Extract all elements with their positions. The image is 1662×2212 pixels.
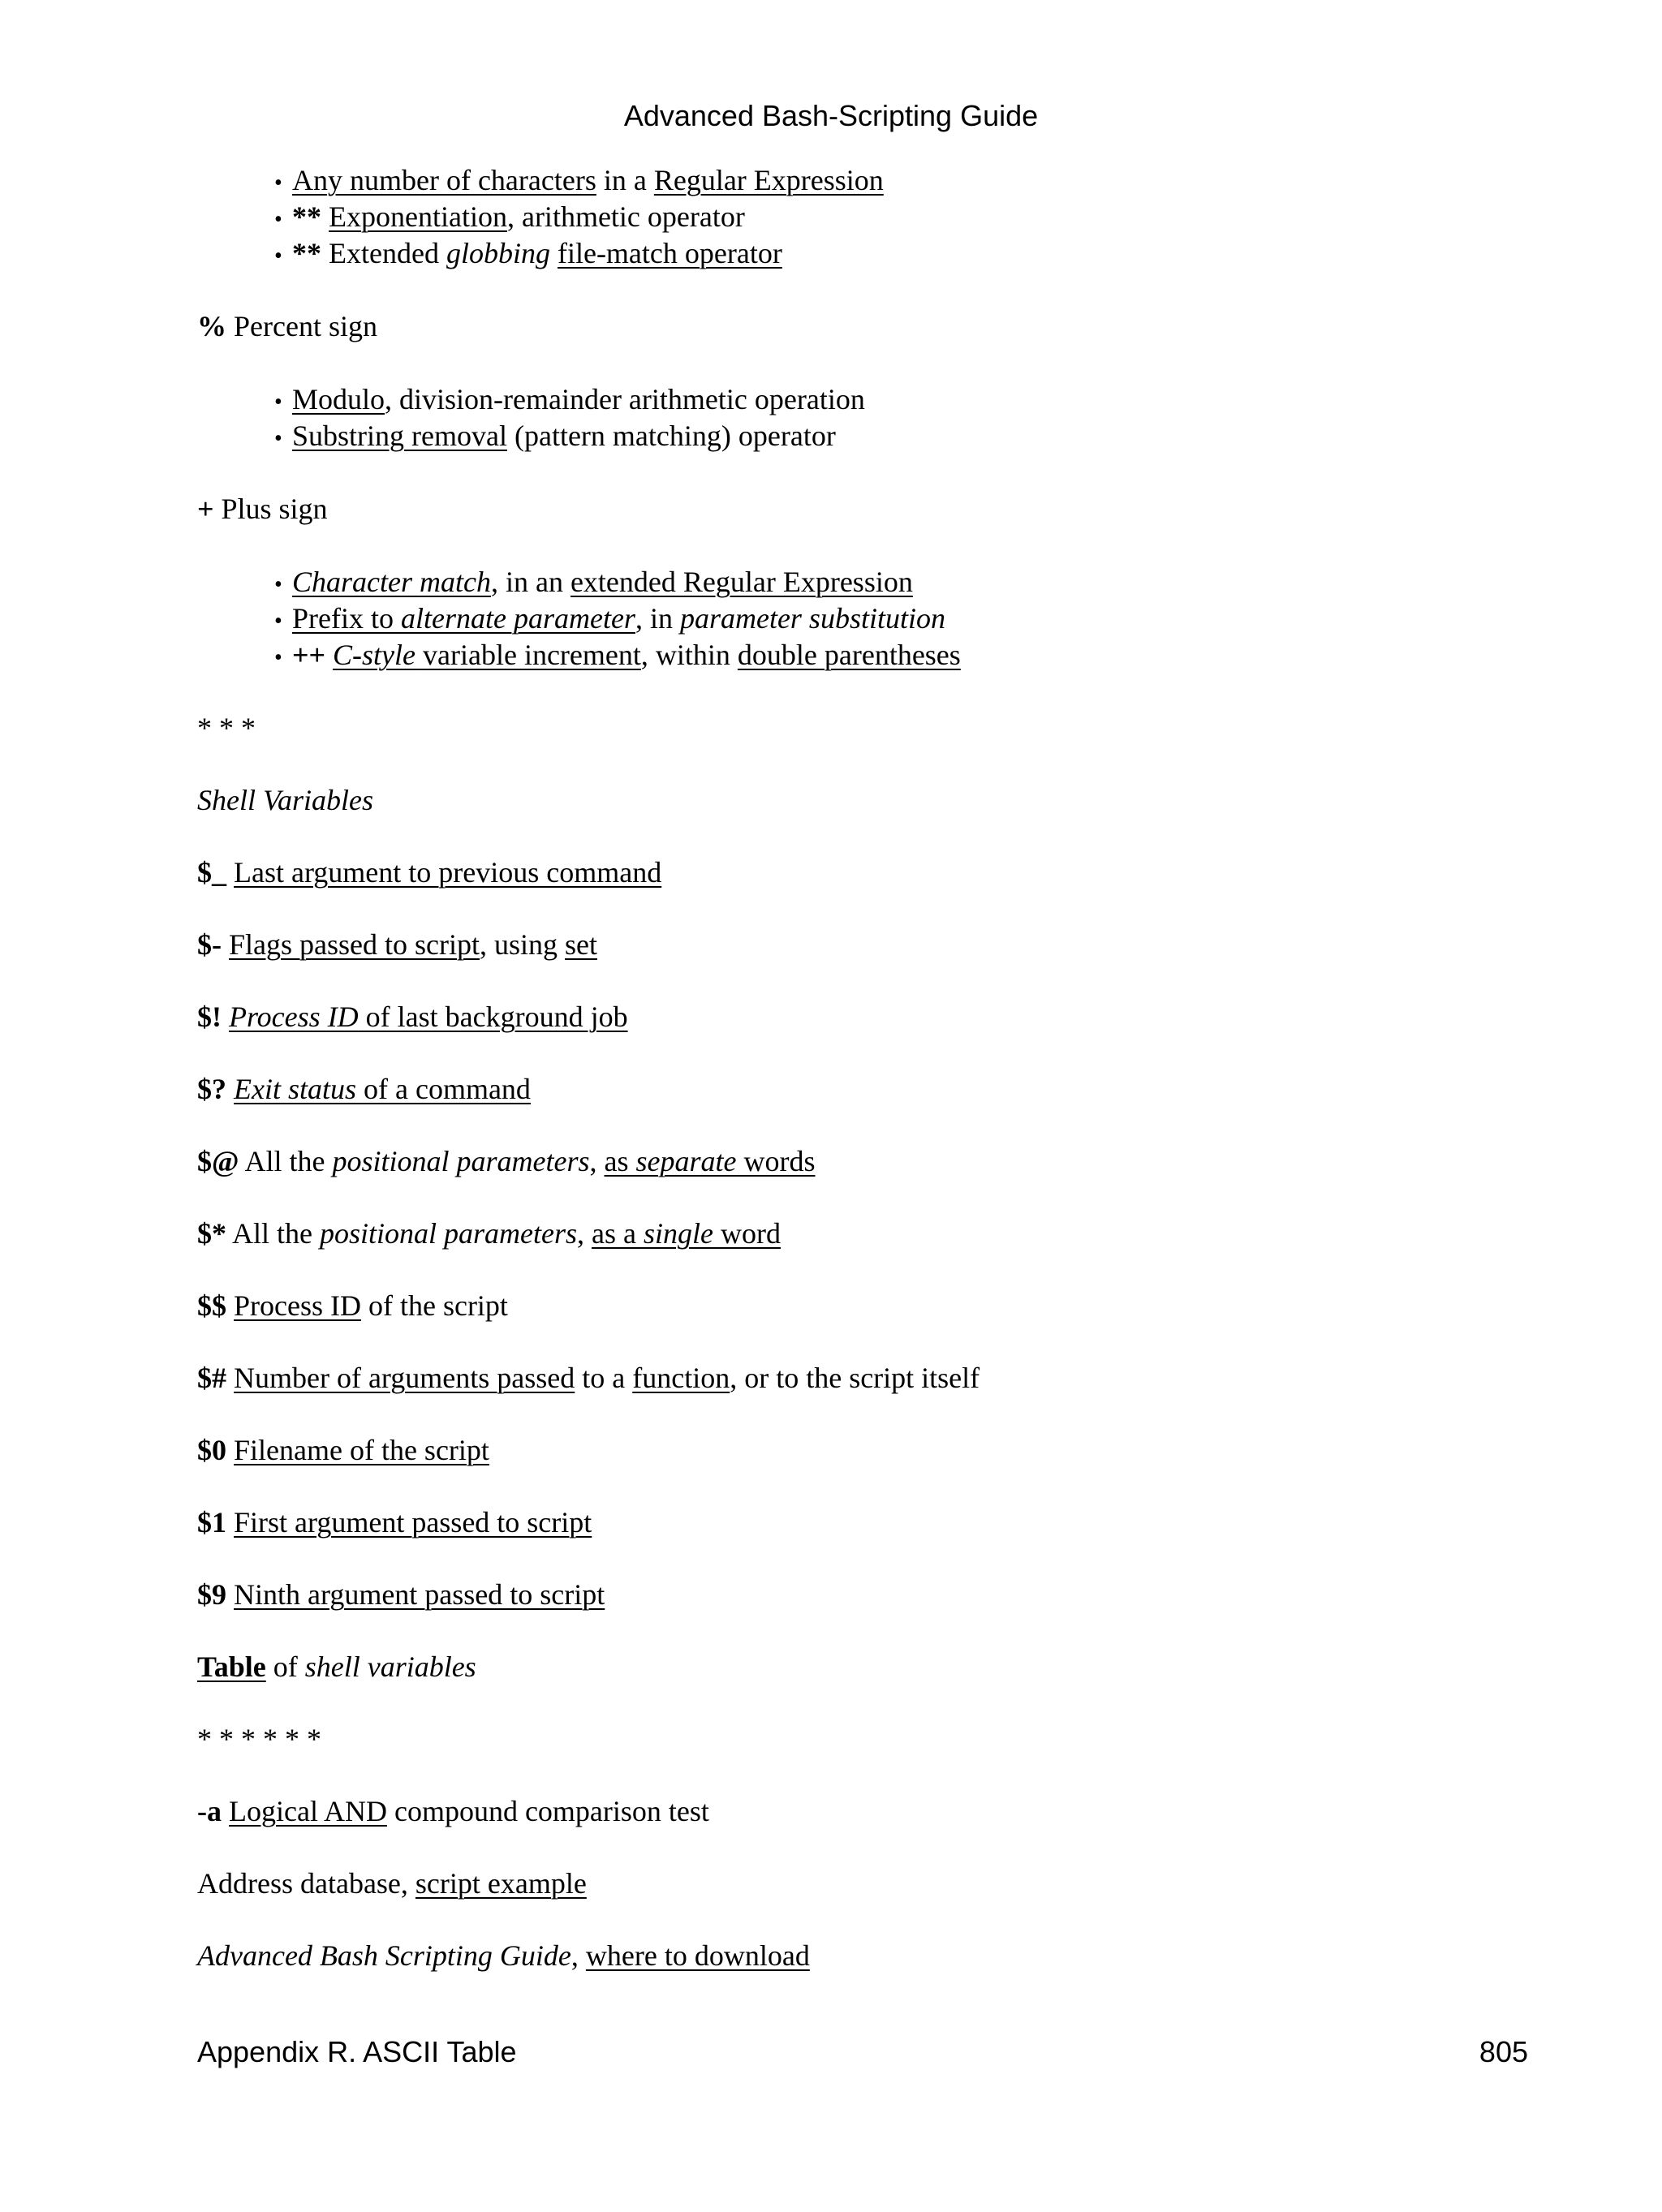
var-symbol: $-	[197, 928, 222, 961]
text: ,	[577, 1217, 592, 1250]
page-footer	[197, 2035, 1528, 2069]
link-text: alternate parameter	[400, 602, 635, 635]
operator-symbol: **	[292, 200, 321, 233]
link-as-a-single-word[interactable]	[592, 1217, 781, 1250]
list-item	[274, 381, 1577, 418]
var-entry	[197, 1360, 1577, 1396]
link-text: separate	[635, 1145, 737, 1177]
link-text: as a	[592, 1217, 644, 1250]
list-item	[274, 564, 1577, 600]
text: , within	[640, 639, 738, 671]
link-text: Character match	[292, 566, 491, 598]
var-symbol: $$	[197, 1289, 226, 1322]
emphasis-text: parameter substitution	[679, 602, 945, 635]
section-heading	[197, 782, 1577, 819]
text: All the	[226, 1217, 320, 1250]
link-variable-increment[interactable]	[333, 639, 641, 671]
link-filename-of-script[interactable]: Filename of the script	[234, 1434, 489, 1466]
var-symbol: $9	[197, 1578, 226, 1611]
bullet-icon: •	[274, 207, 282, 232]
list-item	[274, 600, 1577, 637]
link-text: word	[713, 1217, 781, 1250]
var-symbol: $@	[197, 1145, 239, 1177]
separator: * * * * * *	[197, 1723, 321, 1755]
link-last-argument[interactable]: Last argument to previous command	[234, 856, 662, 889]
entry-label: Percent sign	[226, 310, 377, 342]
link-exit-status[interactable]	[234, 1073, 531, 1105]
emphasis-text: globbing	[446, 237, 550, 269]
link-function[interactable]: function	[632, 1362, 730, 1394]
list-item	[274, 418, 1577, 454]
percent-bullet-list	[197, 381, 1577, 454]
link-exponentiation[interactable]: Exponentiation	[329, 200, 507, 233]
link-text: of a command	[356, 1073, 531, 1105]
link-file-match-operator[interactable]: file-match operator	[557, 237, 782, 269]
footer-chapter: Appendix R. ASCII Table	[197, 2035, 517, 2068]
list-item	[274, 199, 1577, 235]
link-any-number-of-characters[interactable]: Any number of characters	[292, 164, 596, 196]
bullet-icon: •	[274, 609, 282, 634]
page-header: Advanced Bash-Scripting Guide	[623, 99, 1039, 132]
text: in a	[596, 164, 654, 196]
var-symbol: $0	[197, 1434, 226, 1466]
text: , using	[479, 928, 565, 961]
list-item	[274, 637, 1577, 673]
var-entry	[197, 927, 1577, 963]
text: ,	[571, 1939, 586, 1972]
link-character-match[interactable]	[292, 566, 491, 598]
text: of	[265, 1650, 305, 1683]
asterisk-bullet-list	[197, 162, 1577, 272]
link-extended-regular-expression[interactable]: extended Regular Expression	[570, 566, 913, 598]
var-entry	[197, 1143, 1577, 1180]
text: ,	[589, 1145, 605, 1177]
emphasis-text: positional parameters	[320, 1217, 578, 1250]
var-symbol: $1	[197, 1506, 226, 1539]
link-as-separate-words[interactable]	[605, 1145, 816, 1177]
link-ninth-argument[interactable]: Ninth argument passed to script	[234, 1578, 605, 1611]
bullet-icon: •	[274, 645, 282, 670]
link-text: Process ID	[229, 1001, 359, 1033]
var-entry	[197, 1288, 1577, 1324]
text: , division-remainder arithmetic operation	[385, 383, 865, 415]
index-entry	[197, 1938, 1577, 1974]
text: compound comparison test	[386, 1795, 709, 1827]
emphasis-text: Advanced Bash Scripting Guide	[197, 1939, 571, 1972]
percent-entry	[197, 308, 1577, 345]
emphasis-text: shell variables	[304, 1650, 476, 1683]
link-logical-and[interactable]: Logical AND	[229, 1795, 387, 1827]
var-symbol: -a	[197, 1795, 222, 1827]
var-entry	[197, 1071, 1577, 1108]
link-process-id-background[interactable]	[229, 1001, 628, 1033]
index-entry	[197, 1866, 1577, 1902]
link-process-id[interactable]: Process ID	[234, 1289, 361, 1322]
text: All the	[239, 1145, 333, 1177]
var-entry	[197, 1577, 1577, 1613]
link-text: of last background job	[358, 1001, 628, 1033]
bullet-icon: •	[274, 572, 282, 597]
var-symbol: $!	[197, 1001, 222, 1033]
list-item	[274, 162, 1577, 199]
var-symbol: $_	[197, 856, 226, 889]
operator-symbol: ++	[292, 639, 326, 671]
var-entry	[197, 854, 1577, 891]
bullet-icon: •	[274, 170, 282, 196]
index-content	[197, 162, 1577, 1974]
link-alternate-parameter[interactable]	[292, 602, 635, 635]
text: , or to the script itself	[730, 1362, 980, 1394]
link-number-of-arguments[interactable]: Number of arguments passed	[234, 1362, 575, 1394]
link-set[interactable]: set	[565, 928, 597, 961]
var-entry	[197, 1216, 1577, 1252]
link-regular-expression[interactable]: Regular Expression	[653, 164, 884, 196]
table-entry	[197, 1649, 1577, 1685]
link-substring-removal[interactable]: Substring removal	[292, 420, 507, 452]
section-heading-text: Shell Variables	[197, 784, 373, 816]
entry-symbol: +	[197, 493, 214, 525]
link-modulo[interactable]: Modulo	[292, 383, 385, 415]
bullet-icon: •	[274, 389, 282, 415]
text: Extended	[321, 237, 446, 269]
var-entry	[197, 1432, 1577, 1469]
link-where-to-download[interactable]: where to download	[585, 1939, 810, 1972]
text: , in an	[490, 566, 571, 598]
link-text: variable increment	[416, 639, 641, 671]
emphasis-text: positional parameters	[332, 1145, 590, 1177]
text: , arithmetic operator	[506, 200, 745, 233]
link-text: Exit status	[234, 1073, 356, 1105]
bullet-icon: •	[274, 426, 282, 451]
link-flags-passed[interactable]: Flags passed to script	[229, 928, 480, 961]
link-script-example[interactable]: script example	[415, 1867, 587, 1900]
link-text: single	[643, 1217, 713, 1250]
bullet-icon: •	[274, 243, 282, 269]
link-table[interactable]	[197, 1650, 266, 1683]
text: Address database,	[197, 1867, 416, 1900]
text: (pattern matching) operator	[506, 420, 836, 452]
plus-bullet-list	[197, 564, 1577, 673]
entry-symbol: %	[197, 310, 226, 342]
link-text: words	[736, 1145, 816, 1177]
link-double-parentheses[interactable]: double parentheses	[737, 639, 961, 671]
separator: * * *	[197, 712, 256, 744]
text: of the script	[360, 1289, 508, 1322]
text: , in	[635, 602, 680, 635]
var-entry	[197, 1504, 1577, 1541]
text: to a	[575, 1362, 633, 1394]
var-entry	[197, 1793, 1577, 1830]
link-text: C-style	[333, 639, 416, 671]
var-entry	[197, 999, 1577, 1035]
link-text: Table	[197, 1650, 266, 1683]
var-symbol: $*	[197, 1217, 226, 1250]
operator-symbol: **	[292, 237, 321, 269]
list-item	[274, 235, 1577, 272]
link-text: Prefix to	[292, 602, 401, 635]
entry-label: Plus sign	[213, 493, 328, 525]
page-number: 805	[1479, 2035, 1528, 2068]
var-symbol: $?	[197, 1073, 226, 1105]
link-first-argument[interactable]: First argument passed to script	[234, 1506, 592, 1539]
link-text: as	[604, 1145, 636, 1177]
plus-entry	[197, 491, 1577, 527]
var-symbol: $#	[197, 1362, 226, 1394]
